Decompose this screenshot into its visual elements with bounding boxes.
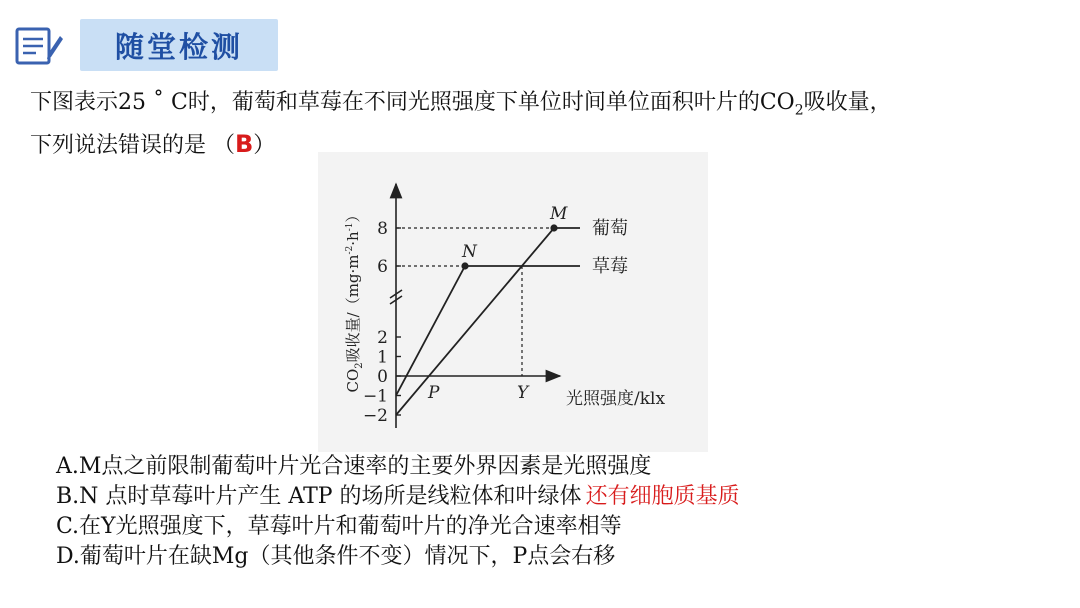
option-a-text: A.M点之前限制葡萄叶片光合速率的主要外界因素是光照强度 (56, 454, 652, 479)
page-title: 随堂检测 (114, 29, 243, 64)
answer-mark: B (235, 130, 254, 159)
header-banner (80, 19, 278, 71)
x-mark-p: P (428, 383, 440, 403)
y-axis-label: $CO_2$吸收量$/(mg\cdot m^{-2}\cdot h^{-1})$ (344, 207, 365, 393)
y-tick-label: 1 (377, 347, 388, 368)
series-line-grape (396, 228, 580, 415)
question-paren-close: ） (253, 133, 276, 159)
x-axis-label: 光照强度/klx (566, 389, 666, 409)
subscript-2: 2 (794, 102, 804, 119)
option-d (56, 542, 1056, 572)
options-list (56, 452, 1056, 572)
question-line-1 (30, 86, 1070, 127)
option-c (56, 512, 1056, 542)
notepad-icon (14, 24, 64, 68)
y-tick-label: 8 (377, 219, 388, 239)
y-tick-label: 6 (377, 257, 388, 277)
y-tick-label: −2 (362, 406, 388, 426)
point-label-n: N (462, 242, 477, 262)
co2-uptake-chart (318, 152, 708, 452)
option-b-text: B.N 点时草莓叶片产生 ATP 的场所是线粒体和叶绿体 (56, 484, 582, 509)
y-tick-label: −1 (362, 386, 388, 407)
question-text-1a: 下图表示25 ˚ C时，葡萄和草莓在不同光照强度下单位时间单位面积叶片的CO (30, 90, 795, 115)
x-mark-y: Y (517, 383, 529, 403)
y-tick-label: 2 (377, 328, 388, 348)
chart-figure (318, 152, 708, 452)
option-d-text: D.葡萄叶片在缺Mg（其他条件不变）情况下，P点会右移 (56, 544, 616, 569)
option-b-annotation: 还有细胞质基质 (585, 484, 740, 509)
series-label-strawberry: 草莓 (592, 256, 628, 277)
option-c-text: C.在Y光照强度下，草莓叶片和葡萄叶片的净光合速率相等 (56, 514, 622, 539)
point-n (461, 262, 468, 269)
question-text-1b: 吸收量， (803, 90, 892, 115)
y-tick-label: 0 (377, 367, 388, 387)
point-label-m: M (550, 204, 568, 224)
option-b (56, 482, 1056, 512)
point-m (550, 224, 557, 231)
series-label-grape: 葡萄 (592, 218, 628, 239)
question-text-2: 下列说法错误的是 （ (30, 133, 235, 159)
option-a (56, 452, 1056, 482)
